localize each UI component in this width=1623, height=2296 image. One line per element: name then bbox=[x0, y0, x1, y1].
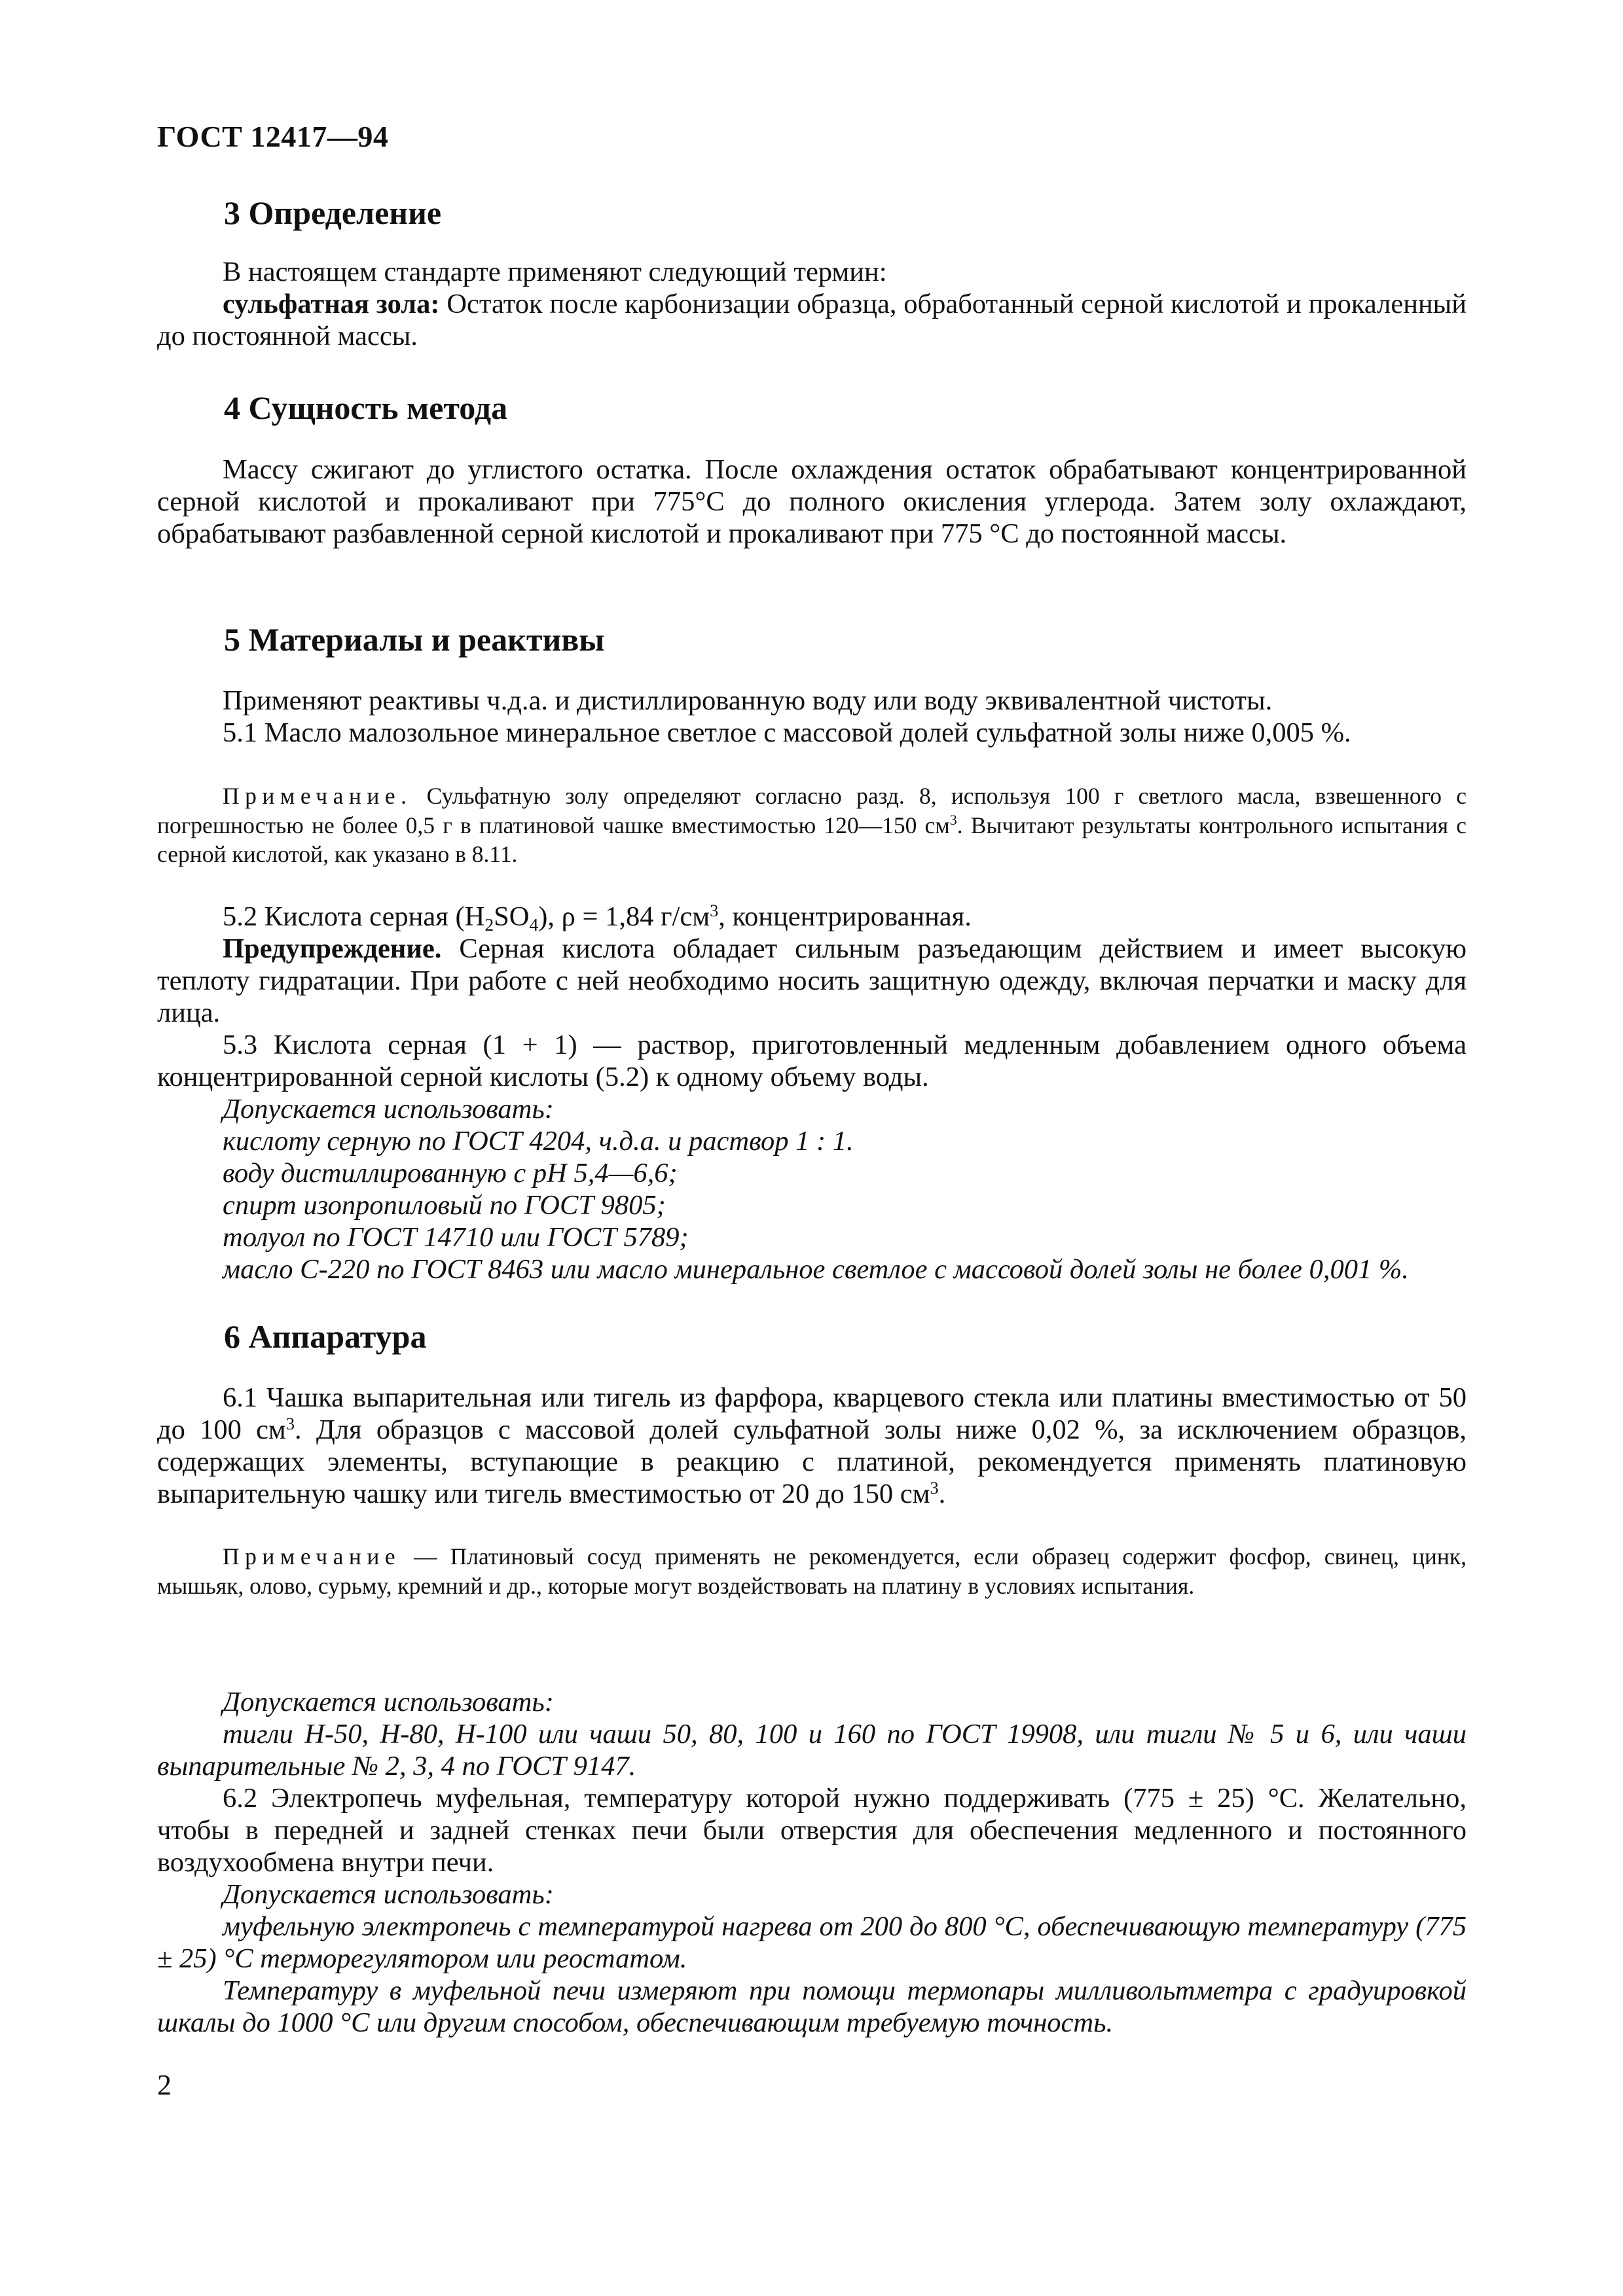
section-6-body bbox=[157, 1382, 1467, 1510]
superscript: 3 bbox=[930, 1478, 939, 1498]
note-6-1 bbox=[157, 1542, 1467, 1600]
section-6-title: 6 Аппаратура bbox=[224, 1318, 427, 1355]
note-text: Сульфатную золу определяют согласно разд. 8, используя 100 г светлого масла, взвешенного с погрешностью не более 0,5 г в платиновой чашке вместимостью 120—150 см bbox=[157, 783, 1467, 838]
clause-6-1-text: . bbox=[938, 1479, 946, 1509]
warning-label: Предупреждение. bbox=[223, 933, 442, 964]
section-5-title: 5 Материалы и реактивы bbox=[224, 621, 605, 658]
clause-5-2-text: 5.2 Кислота серная (H bbox=[223, 901, 485, 932]
note-text: — Платиновый сосуд применять не рекомендуется, если образец содержит фосфор, свинец, цинк, мышьяк, олово, сурьму, кремний и др., которые могут воздействовать на платину в условиях испытания. bbox=[157, 1543, 1467, 1599]
clause-6-2: 6.2 Электропечь муфельная, температуру которой нужно поддерживать (775 ± 25) °С. Желательно, чтобы в передней и задней стенках печи были отверстия для обеспечения медленного и постоянного воздухообмена внутри печи. bbox=[157, 1783, 1467, 1878]
clause-5-1: 5.1 Масло малозольное минеральное светлое с массовой долей сульфатной золы ниже 0,005 %. bbox=[223, 717, 1351, 748]
clause-5-2-text: SO bbox=[494, 901, 530, 932]
allowed-item: толуол по ГОСТ 14710 или ГОСТ 5789; bbox=[223, 1222, 689, 1253]
clause-6-1-text: . Для образцов с массовой долей сульфатной золы ниже 0,02 %, за исключением образцов, содержащих элементы, вступающие в реакцию с платиной, рекомендуется применять платиновую выпарительную чашку или тигель вместимостью от 20 до 150 см bbox=[157, 1414, 1467, 1509]
allowed-item: масло С-220 по ГОСТ 8463 или масло минеральное светлое с массовой долей золы не более 0,001 %. bbox=[223, 1254, 1409, 1285]
section-3-title: 3 Определение bbox=[224, 194, 442, 231]
clause-5-2 bbox=[157, 901, 1467, 933]
section-4-text: Массу сжигают до углистого остатка. После охлаждения остаток обрабатывают концентрированной серной кислотой и прокаливают при 775°С до полного окисления углерода. Затем золу охлаждают, обрабатывают разбавленной серной кислотой и прокаливают при 775 °С до постоянной массы. bbox=[157, 454, 1467, 549]
section-4-title: 4 Сущность метода bbox=[224, 389, 508, 426]
clause-6-1-text: 6.1 Чашка выпарительная или тигель из фарфора, кварцевого стекла или платины вместимостью от 50 до 100 см bbox=[157, 1382, 1467, 1445]
section-5-body-2 bbox=[157, 901, 1467, 1285]
note-label: Примечание bbox=[223, 1543, 401, 1570]
document-code: ГОСТ 12417—94 bbox=[157, 120, 389, 153]
superscript: 3 bbox=[710, 901, 719, 920]
subscript: 2 bbox=[484, 914, 494, 935]
note-label: Примечание. bbox=[223, 783, 412, 809]
allowed-label: Допускается использовать: bbox=[223, 1094, 554, 1124]
term-definition: Остаток после карбонизации образца, обработанный серной кислотой и прокаленный до постоянной массы. bbox=[157, 289, 1467, 351]
allowed-item: спирт изопропиловый по ГОСТ 9805; bbox=[223, 1190, 666, 1221]
warning-text: Серная кислота обладает сильным разъедающим действием и имеет высокую теплоту гидратации. При работе с ней необходимо носить защитную одежду, включая перчатки и маску для лица. bbox=[157, 933, 1467, 1028]
allowed-item: муфельную электропечь с температурой нагрева от 200 до 800 °С, обеспечивающую температуру (775 ± 25) °С терморегулятором или реостатом. bbox=[157, 1911, 1467, 1974]
section-3-body bbox=[157, 256, 1467, 352]
section-4-body bbox=[157, 454, 1467, 550]
superscript: 3 bbox=[949, 812, 957, 829]
superscript: 3 bbox=[285, 1414, 295, 1433]
section-6-body-2 bbox=[157, 1686, 1467, 2039]
section-5-body bbox=[157, 685, 1467, 749]
allowed-item: тигли Н-50, Н-80, Н-100 или чаши 50, 80, 100 и 160 по ГОСТ 19908, или тигли № 5 и 6, или чаши выпарительные № 2, 3, 4 по ГОСТ 9147. bbox=[157, 1719, 1467, 1782]
warning bbox=[157, 933, 1467, 1029]
note-text-end: . Вычитают результаты контрольного испытания с серной кислотой, как указано в 8.11. bbox=[157, 812, 1467, 867]
subscript: 4 bbox=[529, 914, 539, 935]
section-6-note bbox=[157, 1542, 1467, 1600]
section-5-note bbox=[157, 781, 1467, 869]
allowed-label: Допускается использовать: bbox=[223, 1879, 554, 1910]
allowed-item: воду дистиллированную с рН 5,4—6,6; bbox=[223, 1158, 678, 1189]
clause-6-1 bbox=[157, 1382, 1467, 1510]
term-label: сульфатная зола: bbox=[223, 289, 440, 319]
section-5-intro: Применяют реактивы ч.д.а. и дистиллированную воду или воду эквивалентной чистоты. bbox=[223, 685, 1273, 716]
allowed-item: кислоту серную по ГОСТ 4204, ч.д.а. и раствор 1 : 1. bbox=[223, 1126, 854, 1157]
section-3-definition bbox=[157, 288, 1467, 352]
allowed-label: Допускается использовать: bbox=[223, 1687, 554, 1717]
clause-5-2-text: , концентрированная. bbox=[718, 901, 972, 932]
clause-5-2-text: ), ρ = 1,84 г/см bbox=[538, 901, 710, 932]
note-5-1 bbox=[157, 781, 1467, 869]
clause-5-3: 5.3 Кислота серная (1 + 1) — раствор, приготовленный медленным добавлением одного объема концентрированной серной кислоты (5.2) к одному объему воды. bbox=[157, 1030, 1467, 1092]
section-3-intro: В настоящем стандарте применяют следующий термин: bbox=[223, 257, 887, 287]
temperature-note: Температуру в муфельной печи измеряют при помощи термопары милливольтметра с градуировкой шкалы до 1000 °С или другим способом, обеспечивающим требуемую точность. bbox=[157, 1975, 1467, 2038]
page-number: 2 bbox=[157, 2069, 172, 2101]
